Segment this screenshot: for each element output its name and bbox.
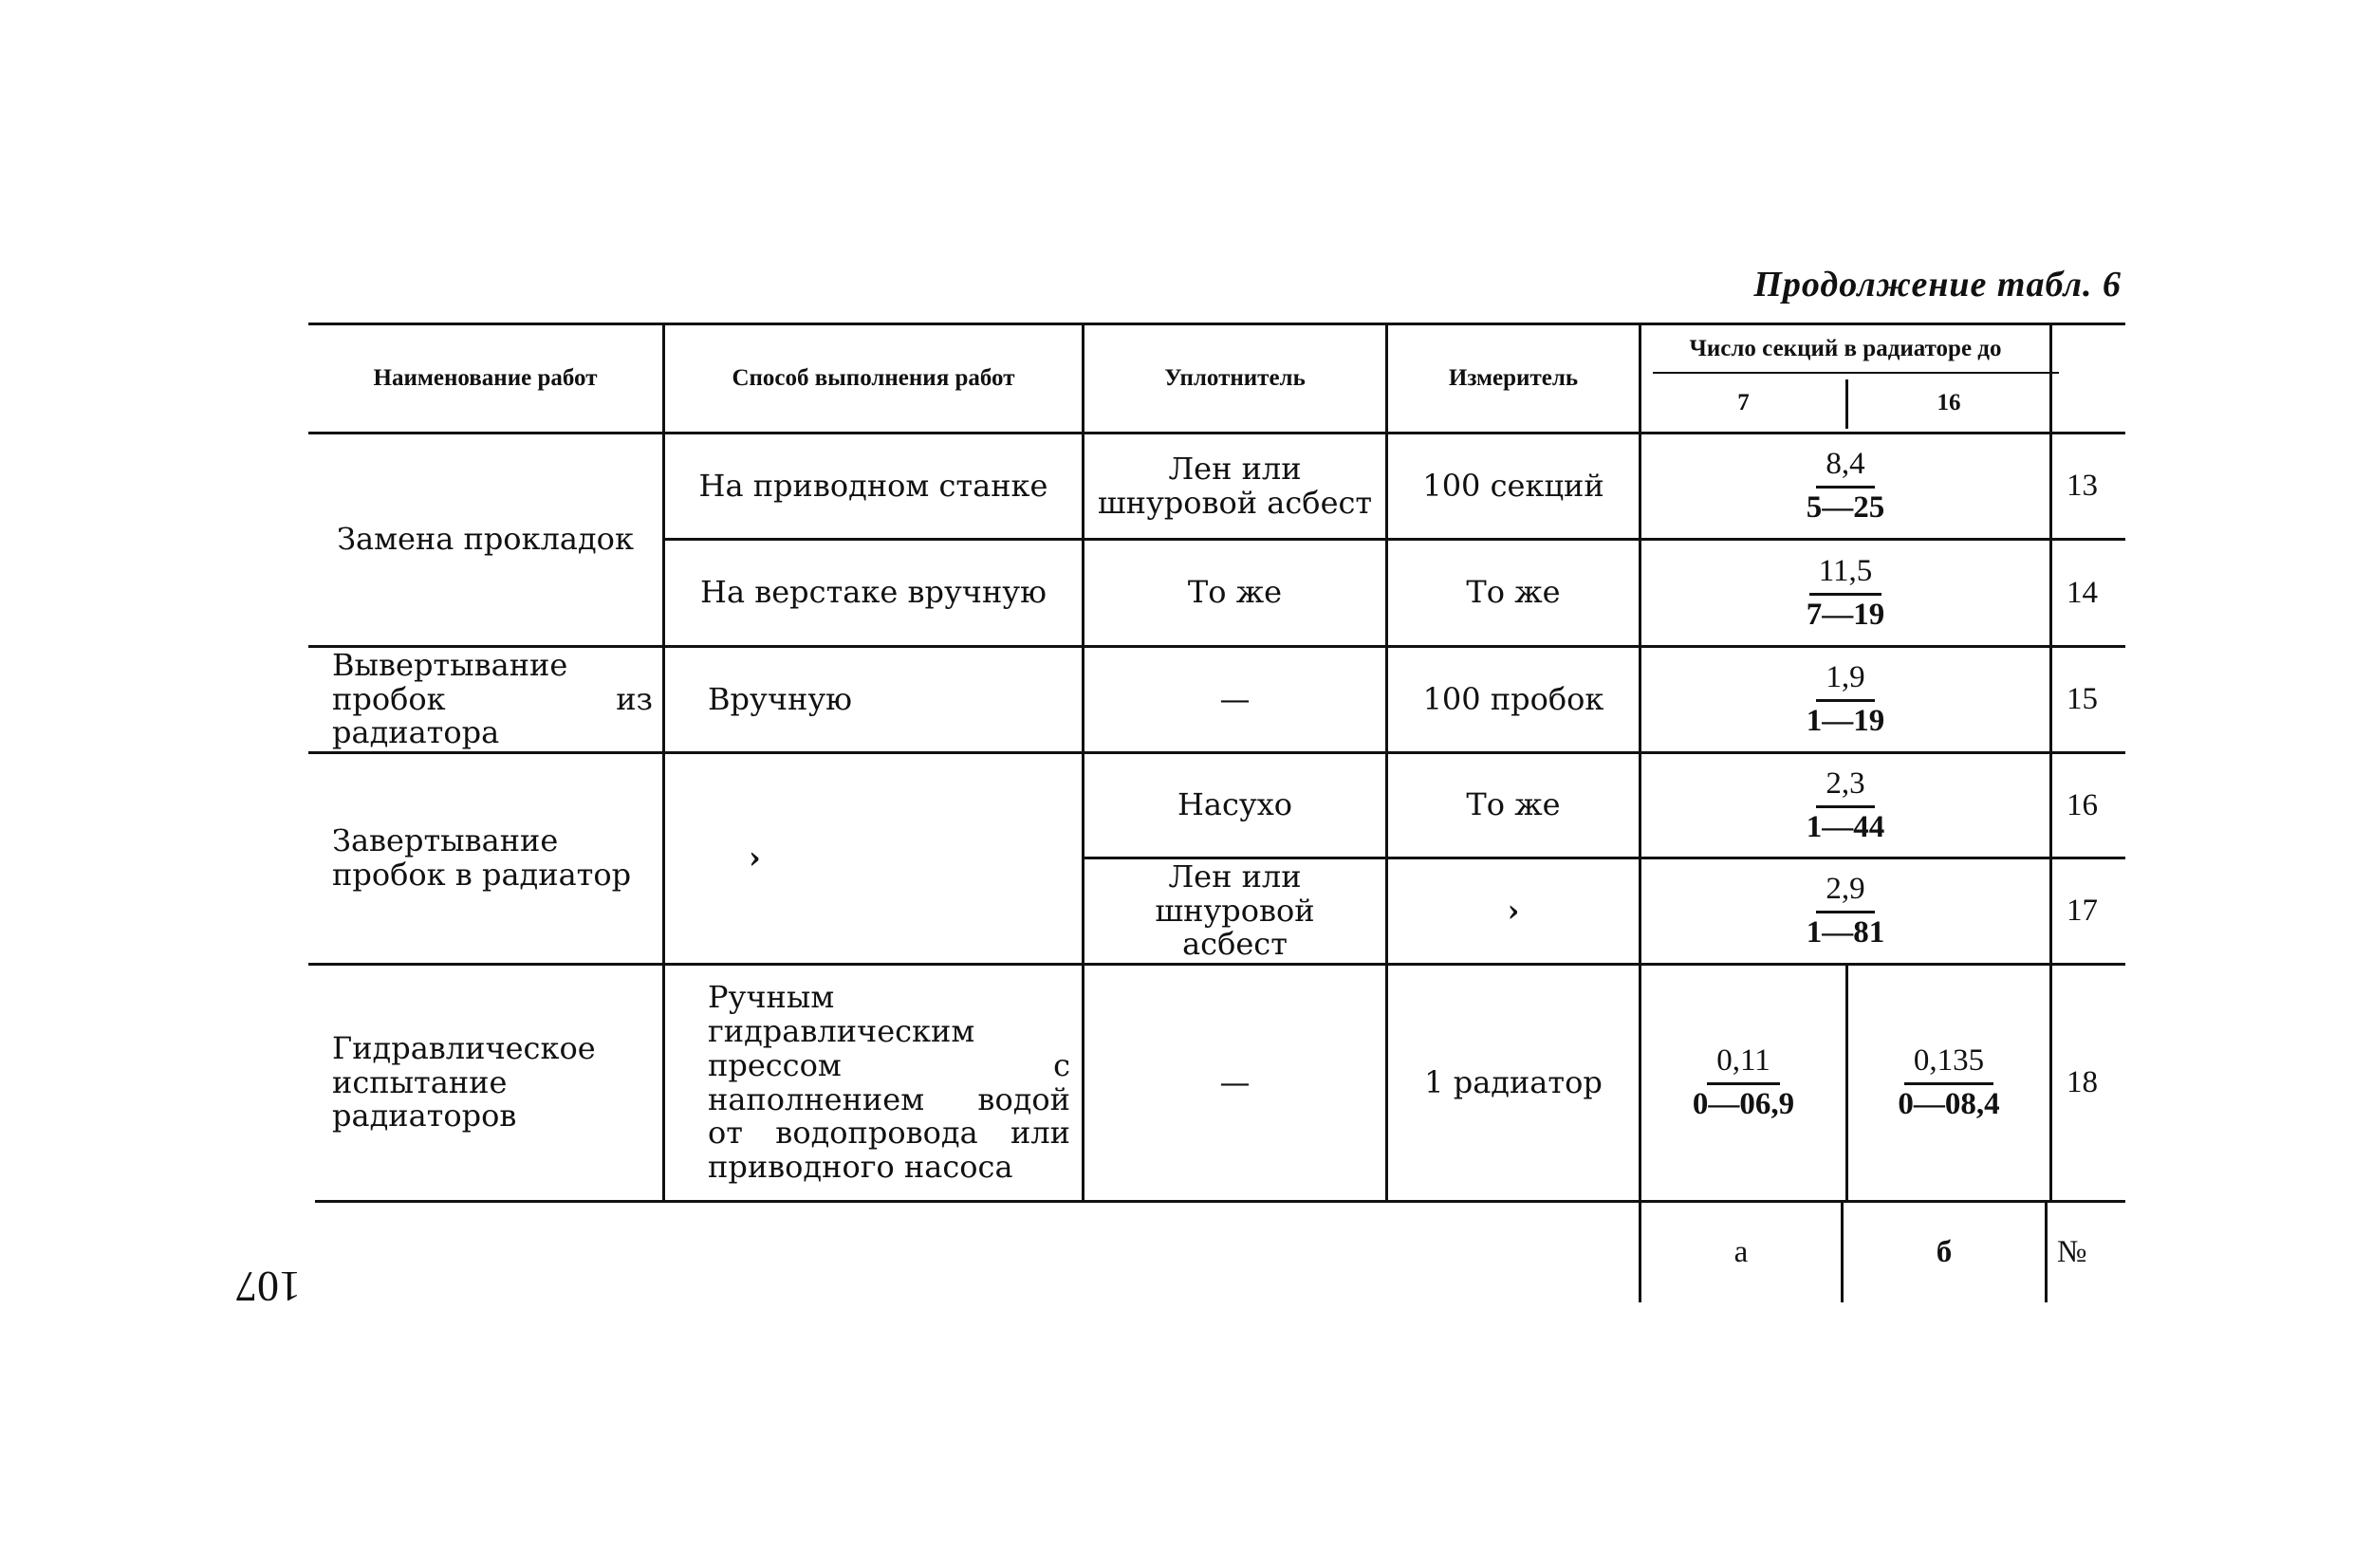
group-name-plug-screwing: Завертывание пробок в радиатор	[332, 822, 632, 893]
row-15-value: 1,9	[1816, 660, 1874, 702]
row-14-sealant: То же	[1187, 574, 1283, 611]
row-15-norm: 1—19	[1806, 704, 1885, 738]
rule-subheader	[1653, 372, 2059, 374]
row-14-norm: 7—19	[1806, 597, 1885, 632]
row-15-rate	[1641, 648, 2049, 751]
row-16-number: 16	[2067, 787, 2098, 822]
group-name-plug-screwing-wrap	[308, 754, 662, 963]
row-16-unit: То же	[1466, 786, 1561, 823]
header-name: Наименование работ	[373, 365, 598, 391]
header-sections-7: 7	[1737, 390, 1750, 415]
row-18-fraction-7	[1683, 1043, 1804, 1122]
group-name-gasket-replacement: Замена прокладок	[337, 521, 634, 558]
row-18-fraction-16	[1888, 1043, 2009, 1122]
row-14-number: 14	[2067, 575, 2098, 610]
row-16-fraction	[1797, 766, 1895, 845]
row-17-unit: ›	[1507, 892, 1520, 929]
footer-col-b: б	[1936, 1235, 1953, 1270]
row-13-value: 8,4	[1816, 447, 1874, 489]
row-17-number: 17	[2067, 894, 2098, 929]
header-sections-16: 16	[1937, 390, 1961, 415]
row-14-method: На верстаке вручную	[700, 574, 1047, 611]
row-16-rate	[1641, 754, 2049, 857]
row-18-sealant: —	[1219, 1063, 1251, 1100]
row-18-rate-7	[1641, 966, 1845, 1200]
row-18-rate-16	[1848, 966, 2049, 1200]
row-18-number: 18	[2067, 1065, 2098, 1100]
row-13-fraction	[1797, 447, 1895, 526]
group-name-hydraulic-test-wrap	[308, 966, 662, 1200]
row-13-number: 13	[2067, 469, 2098, 504]
page-number: 107	[235, 1263, 301, 1311]
row-18-method-wrap	[665, 966, 1082, 1200]
row-18-norm-7: 0—06,9	[1692, 1087, 1795, 1121]
row-16-value: 2,3	[1816, 766, 1874, 808]
row-18-value-16: 0,135	[1904, 1043, 1993, 1085]
row-13-unit: 100 секций	[1422, 467, 1604, 504]
header-method: Способ выполнения работ	[732, 365, 1015, 391]
row-14-unit: То же	[1466, 574, 1561, 611]
row-15-number: 15	[2067, 682, 2098, 717]
row-18-norm-16: 0—08,4	[1898, 1087, 2000, 1121]
row-18-unit: 1 радиатор	[1424, 1063, 1603, 1100]
rule-footer-no	[2045, 1203, 2048, 1302]
row-13-norm: 5—25	[1806, 490, 1885, 525]
header-sealant: Уплотнитель	[1164, 365, 1306, 391]
group-name-plug-unscrewing: Вывертывание пробок из радиатора	[332, 646, 653, 751]
row-14-fraction	[1797, 554, 1895, 633]
row-13-method: На приводном станке	[698, 467, 1048, 504]
row-18-value-7: 0,11	[1707, 1043, 1780, 1085]
row-15-unit: 100 пробок	[1422, 680, 1604, 717]
header-sections-group: Число секций в радиаторе до	[1689, 335, 2002, 361]
row-17-value: 2,9	[1816, 872, 1874, 913]
row-15-method: Вручную	[708, 680, 852, 717]
row-15-fraction	[1797, 660, 1895, 739]
row-18-method: Ручным гидравлическим прессом с наполнением водой от водопровода или приводного насоса	[708, 979, 1070, 1186]
row-16-sealant: Насухо	[1177, 786, 1293, 823]
row-14-rate	[1641, 541, 2049, 645]
group-name-plug-unscrewing-wrap	[308, 648, 662, 751]
row-17-sealant: Лен или шнуровой асбест	[1155, 858, 1315, 963]
row-17-norm: 1—81	[1806, 915, 1885, 950]
table-caption: Продолжение табл. 6	[1753, 265, 2122, 304]
row-14-value: 11,5	[1809, 554, 1882, 596]
header-unit: Измеритель	[1448, 365, 1579, 391]
footer-col-a: а	[1733, 1235, 1749, 1270]
rule-col-5	[2049, 323, 2052, 1200]
row-15-sealant: —	[1219, 680, 1251, 717]
footer-no: №	[2057, 1235, 2087, 1270]
row-13-sealant: Лен или шнуровой асбест	[1097, 450, 1373, 521]
rows-16-17-method: ›	[749, 839, 761, 876]
group-name-hydraulic-test: Гидравлическое испытание радиаторов	[332, 1029, 596, 1134]
row-16-norm: 1—44	[1806, 809, 1885, 844]
row-17-fraction	[1797, 872, 1895, 950]
row-17-rate	[1641, 859, 2049, 963]
row-13-rate	[1641, 434, 2049, 538]
